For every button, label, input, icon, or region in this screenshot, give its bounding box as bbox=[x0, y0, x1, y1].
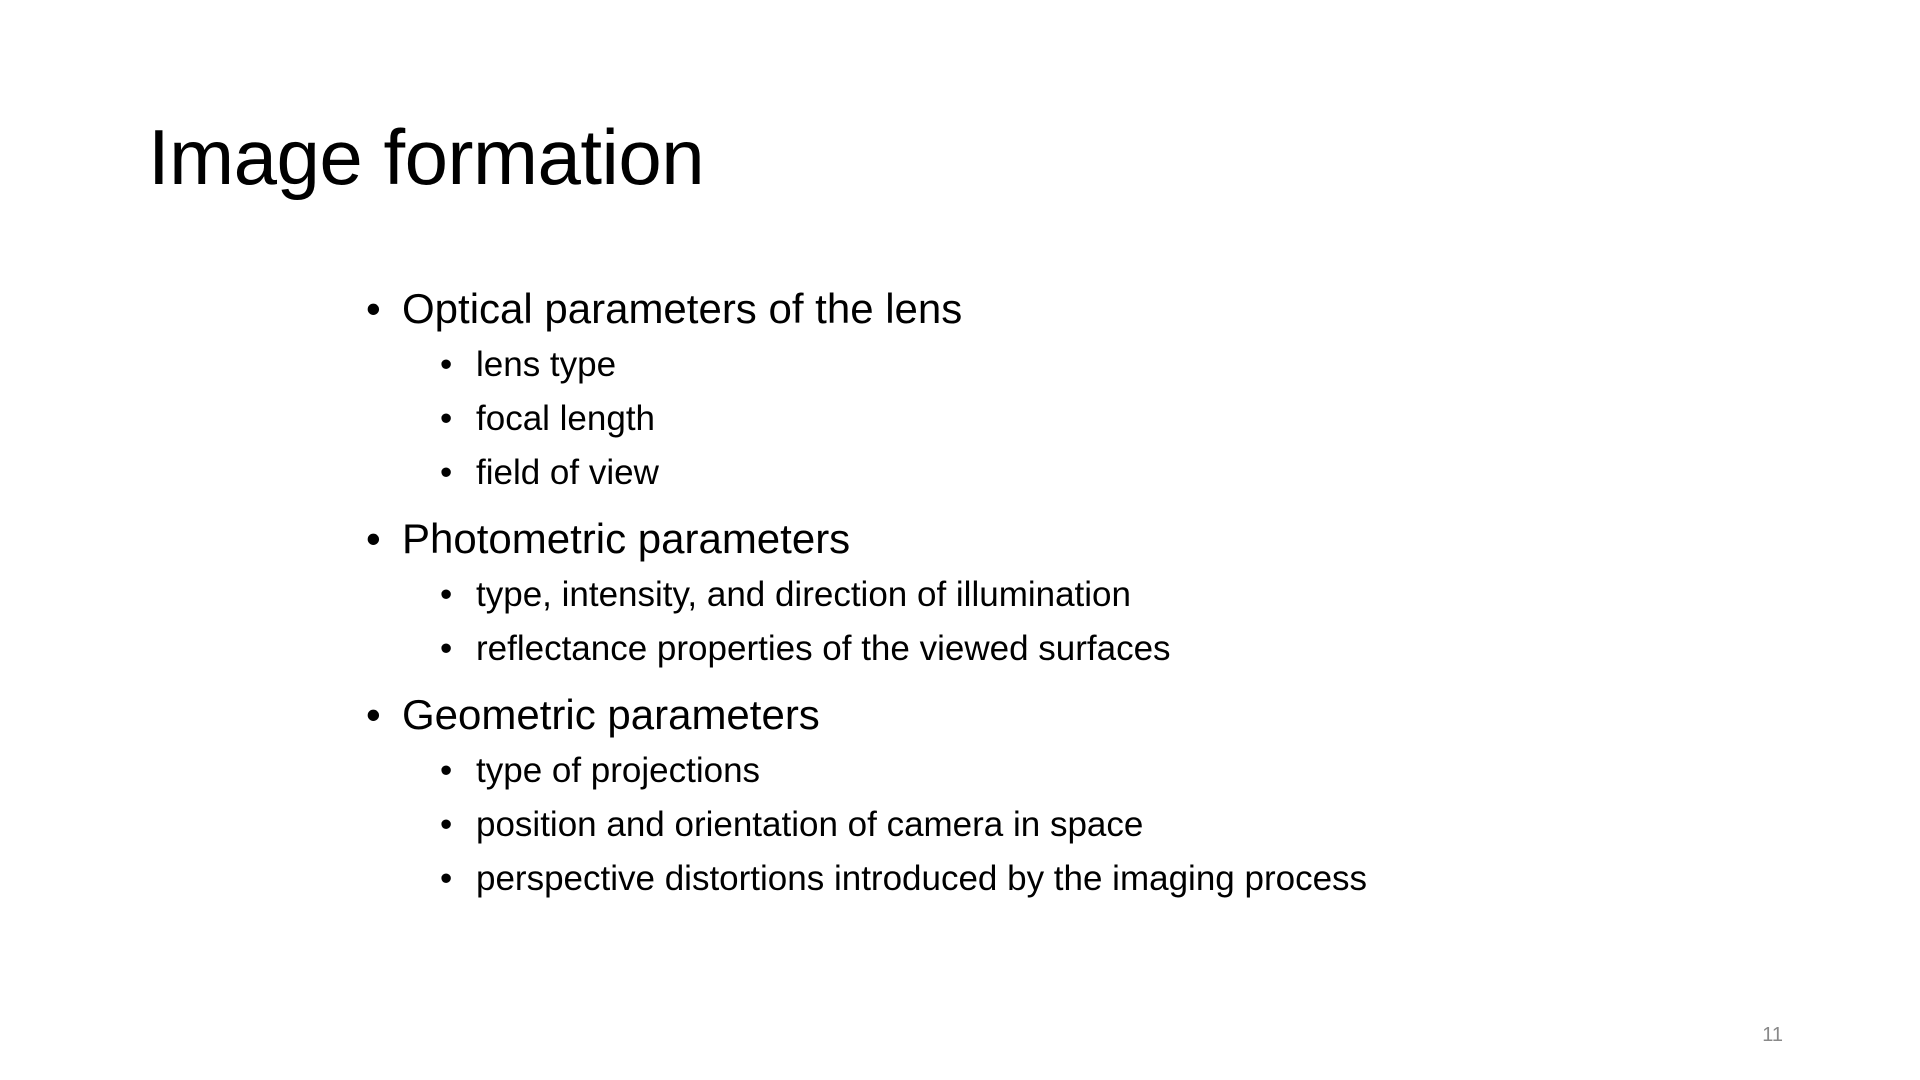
bullet-item-level1 bbox=[360, 686, 1760, 744]
bullet-text: Optical parameters of the lens bbox=[402, 285, 963, 332]
bullet-item-level2 bbox=[360, 446, 1760, 500]
bullet-text: type, intensity, and direction of illumination bbox=[476, 575, 1131, 614]
bullet-text: field of view bbox=[476, 453, 659, 492]
bullet-text: Geometric parameters bbox=[402, 691, 820, 738]
bullet-text: lens type bbox=[476, 345, 617, 384]
bullet-group-photometric bbox=[360, 510, 1760, 676]
bullet-group-optical bbox=[360, 280, 1760, 500]
slide-title: Image formation bbox=[148, 113, 705, 201]
bullet-group-geometric bbox=[360, 686, 1760, 906]
bullet-icon: • bbox=[440, 399, 453, 438]
bullet-text: perspective distortions introduced by the imaging process bbox=[476, 859, 1368, 898]
bullet-icon: • bbox=[440, 859, 453, 898]
bullet-list bbox=[360, 280, 1760, 916]
bullet-item-level1 bbox=[360, 280, 1760, 338]
bullet-item-level2 bbox=[360, 338, 1760, 392]
bullet-text: reflectance properties of the viewed surfaces bbox=[476, 629, 1171, 668]
bullet-icon: • bbox=[440, 453, 453, 492]
bullet-icon: • bbox=[440, 751, 453, 790]
bullet-icon: • bbox=[366, 691, 381, 738]
bullet-item-level2 bbox=[360, 852, 1760, 906]
bullet-icon: • bbox=[440, 345, 453, 384]
bullet-item-level2 bbox=[360, 392, 1760, 446]
bullet-item-level1 bbox=[360, 510, 1760, 568]
bullet-text: focal length bbox=[476, 399, 656, 438]
slide-number: 11 bbox=[1762, 1024, 1783, 1046]
bullet-item-level2 bbox=[360, 568, 1760, 622]
bullet-icon: • bbox=[366, 285, 381, 332]
bullet-text: Photometric parameters bbox=[402, 515, 851, 562]
bullet-icon: • bbox=[440, 629, 453, 668]
bullet-item-level2 bbox=[360, 744, 1760, 798]
bullet-item-level2 bbox=[360, 798, 1760, 852]
bullet-icon: • bbox=[440, 805, 453, 844]
bullet-icon: • bbox=[440, 575, 453, 614]
bullet-icon: • bbox=[366, 515, 381, 562]
bullet-text: position and orientation of camera in space bbox=[476, 805, 1144, 844]
bullet-text: type of projections bbox=[476, 751, 761, 790]
bullet-item-level2 bbox=[360, 622, 1760, 676]
